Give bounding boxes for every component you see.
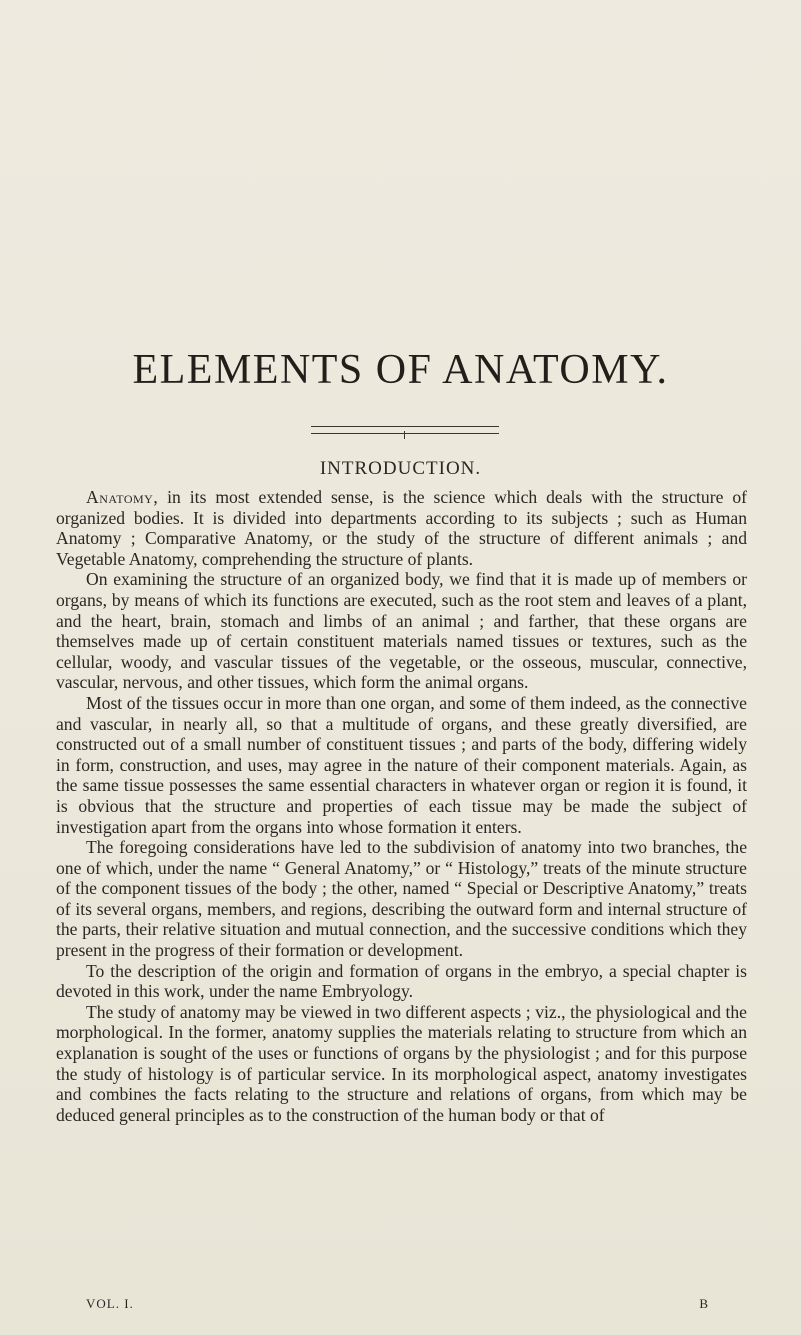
paragraph-2: On examining the structure of an organized body, we find that it is made up of members or organs, by means of which its functions are executed, such as the root stem and leaves of a plant, and the heart, brain, stomach and limbs of an animal ; and farther, that these organs are themselves made up of certain constituent materials named tissues or textures, such as the cellular, woody, and vascular tissues of the vegetable, or the osseous, muscular, connective, vascular, nervous, and other tissues, which form the animal organs. bbox=[56, 569, 747, 693]
paragraph-lead: Anatomy, bbox=[86, 487, 159, 507]
paragraph-5: To the description of the origin and formation of organs in the embryo, a special chapter is devoted in this work, under the name Embryology. bbox=[56, 960, 747, 1002]
paragraph-1 bbox=[56, 487, 747, 569]
title-rule-tick bbox=[404, 431, 405, 439]
paragraph-4: The foregoing considerations have led to the subdivision of anatomy into two branches, the one of which, under the name “ General Anatomy,” or “ Histology,” treats of the minute structure of the component tissues of the body ; the other, named “ Special or Descriptive Anatomy,” treats of its several organs, members, and regions, describing the outward form and internal structure of the parts, their relative situation and mutual connection, and the successive conditions which they present in the progress of their formation or development. bbox=[56, 837, 747, 961]
body-text bbox=[56, 487, 747, 1125]
title-rule bbox=[311, 426, 499, 434]
signature-mark: B bbox=[699, 1296, 709, 1311]
volume-marker: VOL. I. bbox=[86, 1296, 134, 1311]
page-title: ELEMENTS OF ANATOMY. bbox=[132, 347, 669, 393]
paragraph-6: The study of anatomy may be viewed in two different aspects ; viz., the physiological and the morphological. In the former, anatomy supplies the materials relating to structure from which an explanation is sought of the uses or functions of organs by the physiologist ; and for this purpose the study of histology is of particular service. In its morphological aspect, anatomy investigates and combines the facts relating to the structure and relations of organs, from which may be deduced general principles as to the construction of the human body or that of bbox=[56, 1001, 747, 1125]
paragraph-3: Most of the tissues occur in more than one organ, and some of them indeed, as the connective and vascular, in nearly all, so that a multitude of organs, and these greatly diversified, are constructed out of a small number of constituent tissues ; and parts of the body, differing widely in form, construction, and uses, may agree in the nature of their component materials. Again, as the same tissue possesses the same essential characters in whatever organ or region it is found, it is obvious that the structure and properties of each tissue may be made the subject of investigation apart from the organs into whose formation it enters. bbox=[56, 692, 747, 837]
section-heading: INTRODUCTION. bbox=[319, 458, 482, 479]
paragraph-text: in its most extended sense, is the science which deals with the structure of organized bodies. It is divided into departments according to its subjects ; such as Human Anatomy ; Comparative Anatomy, or the study of the structure of different animals ; and Vegetable Anatomy, comprehending the structure of plants. bbox=[56, 487, 747, 569]
